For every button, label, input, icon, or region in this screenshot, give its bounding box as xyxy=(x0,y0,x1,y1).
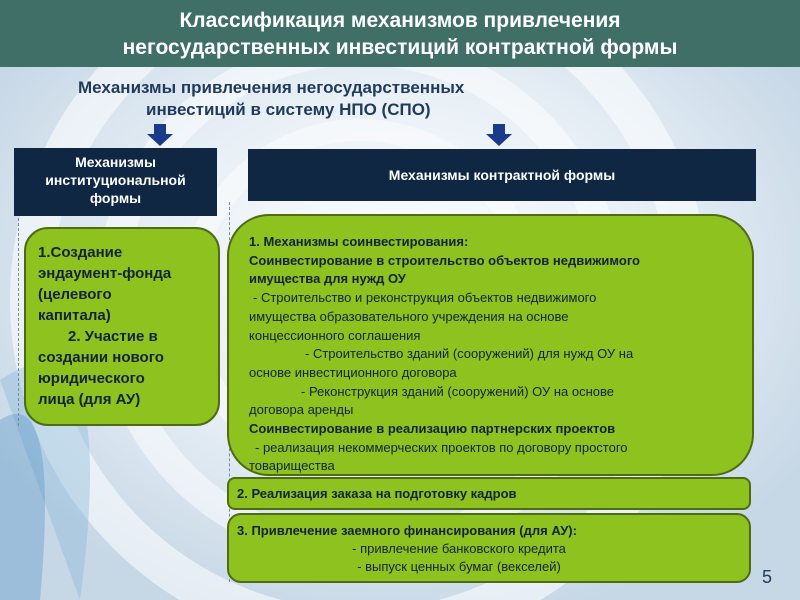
slide-title-line1: Классификация механизмов привлечения xyxy=(179,9,621,32)
coinvest-line: основе инвестиционного договора xyxy=(249,364,457,380)
coinvest-line: концессионного соглашения xyxy=(249,327,421,343)
inst-item-line: (целевого xyxy=(38,286,112,303)
coinvest-line: - Строительство и реконструкция объектов недвижимого xyxy=(253,290,597,306)
arrow-down-right-icon xyxy=(486,124,512,146)
financing-line: - привлечение банковского кредита xyxy=(352,541,566,556)
borrowed-financing-box xyxy=(227,513,751,583)
arrow-down-left-icon xyxy=(147,124,173,146)
contract-form-header xyxy=(248,149,756,201)
coinvestment-mechanisms-box xyxy=(227,214,754,476)
inst-item-line: 2. Участие в xyxy=(68,328,158,345)
personnel-training-box: 2. Реализация заказа на подготовку кадров xyxy=(227,477,751,510)
coinvest-line: Соинвестирование в строительство объектов недвижимого xyxy=(249,252,640,268)
coinvest-line: - реализация некоммерческих проектов по договору простого xyxy=(255,439,628,455)
institutional-header-line2: институциональной xyxy=(45,172,186,188)
inst-item-line: 1.Создание xyxy=(38,244,123,261)
financing-line: - выпуск ценных бумаг (векселей) xyxy=(357,559,561,574)
inst-item-line: лица (для АУ) xyxy=(38,391,141,408)
financing-line: 3. Привлечение заемного финансирования (для АУ): xyxy=(237,523,577,538)
coinvest-line: имущества для нужд ОУ xyxy=(249,271,406,287)
section-heading-line2: инвестиций в систему НПО (СПО) xyxy=(146,100,431,119)
dashed-connector-left xyxy=(18,218,19,426)
inst-item-line: эндаумент-фонда xyxy=(38,265,172,282)
section-heading xyxy=(78,77,638,121)
inst-item-line: юридического xyxy=(38,370,145,387)
institutional-form-header xyxy=(14,148,217,216)
page-number: 5 xyxy=(762,567,773,587)
inst-item-line: создании нового xyxy=(38,349,164,366)
coinvest-line: - Строительство зданий (сооружений) для нужд ОУ на xyxy=(305,346,634,362)
slide-title-line2: негосударственных инвестиций контрактной формы xyxy=(122,36,678,59)
coinvest-line: товарищества xyxy=(249,458,335,474)
coinvest-line: договора аренды xyxy=(249,402,354,418)
institutional-mechanisms-box xyxy=(24,227,220,426)
coinvest-line: 1. Механизмы соинвестирования: xyxy=(249,234,469,249)
section-heading-line1: Механизмы привлечения негосударственных xyxy=(78,78,465,97)
slide-title xyxy=(0,0,800,67)
coinvest-line: - Реконструкция зданий (сооружений) ОУ на основе xyxy=(301,383,614,399)
inst-item-line: капитала) xyxy=(38,307,111,324)
institutional-header-line1: Механизмы xyxy=(75,154,156,170)
coinvest-line: Соинвестирование в реализацию партнерских проектов xyxy=(249,421,616,437)
coinvest-line: имущества образовательного учреждения на основе xyxy=(249,308,569,324)
contract-form-header-label: Механизмы контрактной формы xyxy=(388,167,616,183)
institutional-header-line3: формы xyxy=(89,190,142,206)
